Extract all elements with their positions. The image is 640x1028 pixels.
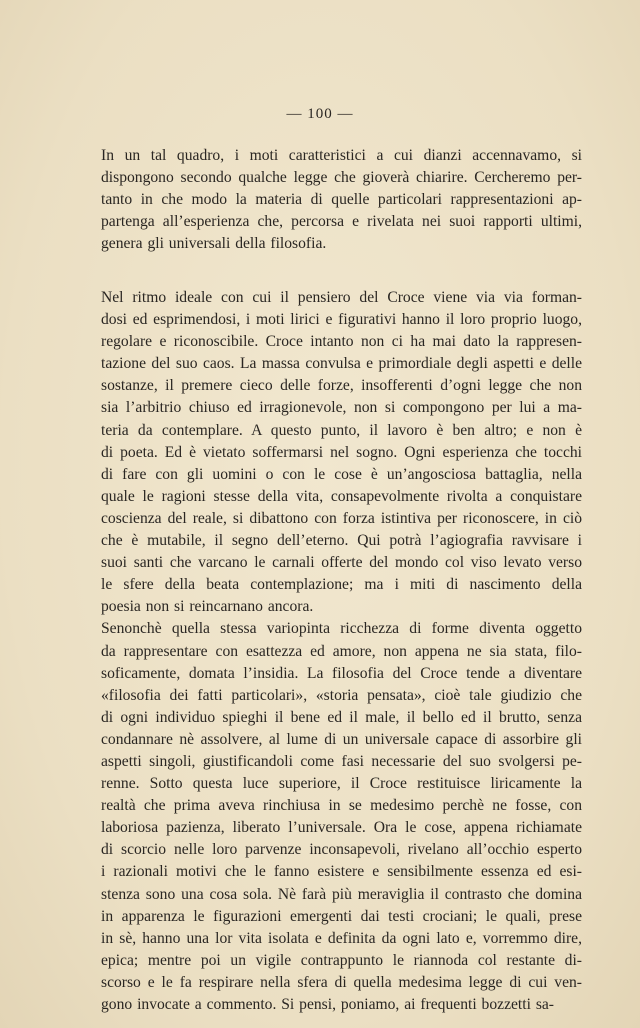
text-line: in sè, hanno una lor vita isolata e definita da ogni lato e, vorremmo dire, (101, 929, 582, 947)
text-line: In un tal quadro, i moti caratteristici a cui dianzi accennavamo, si (101, 147, 582, 164)
text-line: tanto in che modo la materia di quelle particolari rappresentazioni ap- (101, 191, 582, 209)
text-line: dosi ed esprimendosi, i moti lirici e figurativi hanno il loro proprio luogo, (101, 311, 582, 329)
text-line: renne. Sotto questa luce superiore, il Croce restituisce liricamente la (101, 775, 582, 793)
text-line: coscienza del reale, si dibattono con forza istintiva per riconoscere, in ciò (101, 509, 582, 527)
text-line: realtà che prima aveva rinchiusa in se medesimo perchè ne fosse, con (101, 797, 582, 815)
text-line: le sfere della beata contemplazione; ma i miti di nascimento della (101, 576, 582, 594)
paragraph-intro (101, 145, 582, 255)
paragraph-3 (101, 618, 582, 1016)
text-line: «filosofia dei fatti particolari», «storia pensata», cioè tale giudizio che (101, 686, 582, 704)
paragraph-body (101, 287, 582, 1016)
text-line: partenga all’esperienza che, percorsa e rivelata nei suoi rapporti ultimi, (101, 213, 582, 231)
text-line: genera gli universali della filosofia. (101, 235, 327, 253)
text-line: aspetti singoli, giustificandoli come fasi necessarie del suo svolgersi pe- (101, 752, 582, 770)
text-line: in apparenza le figurazioni emergenti dai testi crociani; le quali, prese (101, 907, 582, 925)
text-line: suoi santi che varcano le carnali offerte del mondo col viso levato verso (101, 554, 582, 572)
text-line: laboriosa pazienza, liberato l’universale. Ora le cose, appena richiamate (101, 819, 582, 837)
text-line: teria da contemplare. A questo punto, il lavoro è ben altro; e non è (101, 421, 582, 439)
text-line: regolare e riconoscibile. Croce intanto non ci ha mai dato la rappresen- (101, 333, 582, 351)
text-line: che è mutabile, il segno dell’eterno. Qui potrà l’agiografia ravvisare i (101, 532, 582, 550)
text-line: da rappresentare con esattezza ed amore, non appena ne sia stata, filo- (101, 642, 582, 660)
text-line: soficamente, domata l’insidia. La filosofia del Croce tende a diventare (101, 664, 582, 682)
text-line: gono invocate a commento. Si pensi, poniamo, ai frequenti bozzetti sa- (101, 996, 554, 1013)
text-line: Nel ritmo ideale con cui il pensiero del Croce viene via via forman- (101, 289, 582, 306)
text-line: quale le ragioni stesse della vita, consapevolmente rivolta a conquistare (101, 487, 582, 505)
text-line: sia l’arbitrio chiuso ed irragionevole, non si compongono per lui a ma- (101, 399, 582, 417)
text-line: di ogni individuo spieghi il bene ed il male, il bello ed il brutto, senza (101, 708, 582, 726)
text-line: dispongono secondo qualche legge che gioverà chiarire. Cercheremo per- (101, 169, 582, 187)
paragraph-2 (101, 287, 582, 618)
text-line: stenza sono una cosa sola. Nè farà più meraviglia il contrasto che domina (101, 885, 582, 903)
paragraph-1 (101, 145, 582, 255)
text-line: tazione del suo caos. La massa convulsa e primordiale degli aspetti e delle (101, 355, 582, 373)
text-line: poesia non si reincarnano ancora. (101, 598, 314, 616)
text-line: sostanze, il premere cieco delle forze, insofferenti d’ogni legge che non (101, 377, 582, 395)
text-line: scorso e le fa respirare nella sfera di quella medesima legge di cui ven- (101, 973, 582, 991)
text-line: Senonchè quella stessa variopinta ricchezza di forme diventa oggetto (101, 620, 582, 638)
text-line: condannare nè assolvere, al lume di un universale capace di assorbire gli (101, 730, 582, 748)
text-line: di fare con gli uomini o con le cose è un’angosciosa battaglia, nella (101, 465, 582, 483)
text-line: di poeta. Ed è vietato soffermarsi nel sogno. Ogni esperienza che tocchi (101, 443, 582, 461)
text-line: di scorcio nelle loro parvenze inconsapevoli, rivelano all’occhio esperto (101, 841, 582, 859)
text-line: i razionali motivi che le fanno esistere e sensibilmente essenza ed esi- (101, 863, 582, 881)
text-line: epica; mentre poi un vigile contrappunto le riannoda col restante di- (101, 951, 582, 969)
page-number: — 100 — (286, 106, 354, 122)
